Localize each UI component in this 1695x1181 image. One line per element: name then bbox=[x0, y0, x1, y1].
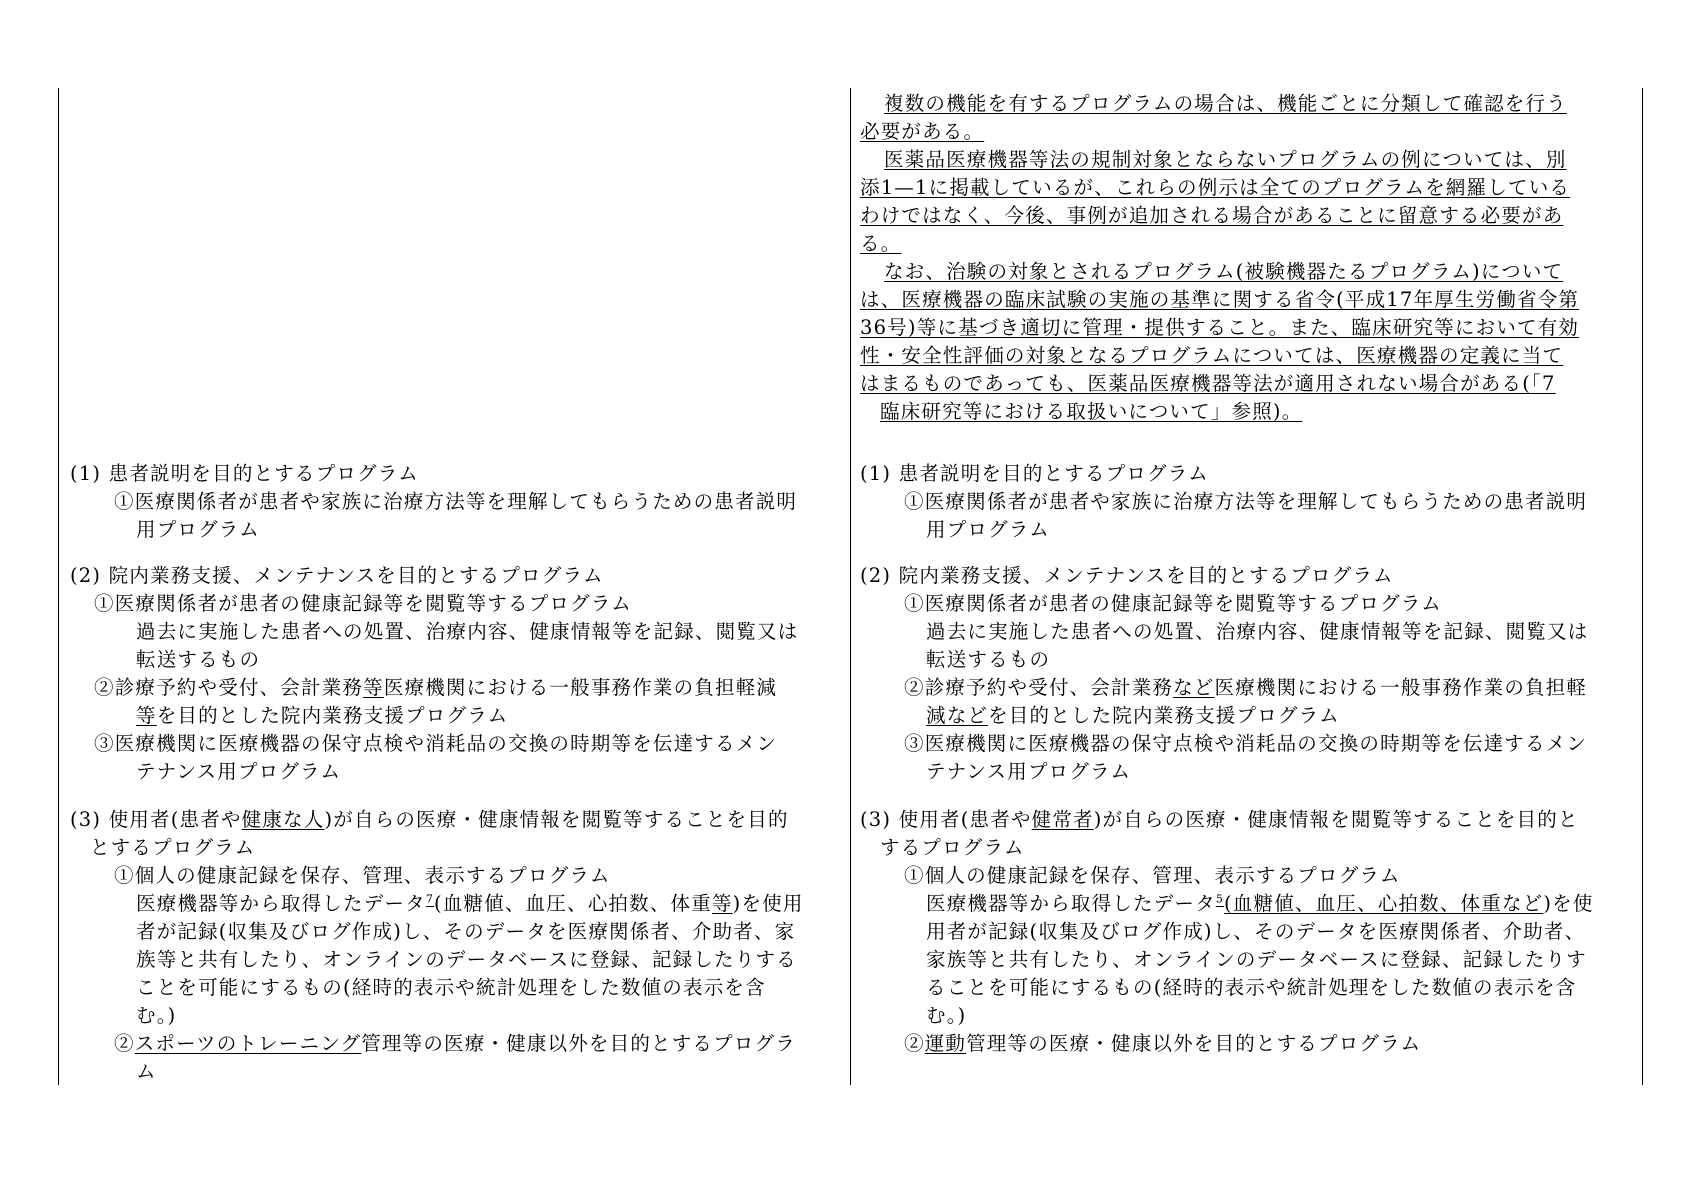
right-section1-item1-line1: ①医療関係者が患者や家族に治療方法等を理解してもらうための患者説明 bbox=[904, 490, 1588, 513]
text-run: (血糖値、血圧、心拍数、体重 bbox=[434, 892, 712, 915]
left-section2-item1-desc1: 過去に実施した患者への処置、治療内容、健康情報等を記録、閲覧又は bbox=[136, 620, 799, 643]
left-section2-item1: ①医療関係者が患者の健康記録等を閲覧等するプログラム bbox=[94, 592, 633, 615]
left-section3-item1-desc5: む。) bbox=[136, 1004, 177, 1027]
right-intro-block bbox=[860, 90, 1630, 426]
left-border-line bbox=[58, 88, 59, 1085]
changed-text: 運動 bbox=[924, 1032, 967, 1055]
text-run: を目的とした院内業務支援プログラム bbox=[988, 704, 1340, 727]
left-section3-heading-line1 bbox=[70, 806, 840, 834]
intro-p3-line6: 臨床研究等における取扱いについて」参照)。 bbox=[880, 400, 1303, 423]
text-run: 管理等の医療・健康以外を目的とするプログラム bbox=[966, 1032, 1422, 1055]
right-section2-item1-desc1: 過去に実施した患者への処置、治療内容、健康情報等を記録、閲覧又は bbox=[926, 620, 1589, 643]
text-run: )を使用 bbox=[732, 892, 804, 915]
text-run: (3) 使用者(患者や bbox=[70, 808, 242, 831]
changed-text: 等 bbox=[711, 892, 733, 915]
left-section3 bbox=[70, 806, 840, 1086]
left-section3-item1-desc4: ことを可能にするもの(経時的表示や統計処理をした数値の表示を含 bbox=[136, 976, 766, 999]
text-run: ② bbox=[904, 1032, 925, 1055]
intro-p2-line4: る。 bbox=[860, 232, 902, 255]
right-section3-item1-desc5: む。) bbox=[926, 1004, 967, 1027]
left-section2-item2-line1 bbox=[70, 674, 840, 702]
text-run: 医療機関における一般事務作業の負担軽 bbox=[1214, 676, 1588, 699]
right-section2-item3-line2: テナンス用プログラム bbox=[926, 760, 1132, 783]
right-section3-item2-line1 bbox=[860, 1030, 1630, 1058]
footnote-ref: 7 bbox=[425, 892, 435, 906]
text-run: ②診療予約や受付、会計業務 bbox=[94, 676, 364, 699]
left-section3-item1-desc1 bbox=[70, 890, 840, 918]
changed-text: 等 bbox=[363, 676, 384, 699]
changed-text: 健常者 bbox=[1031, 808, 1094, 831]
right-section2-item3-line1: ③医療機関に医療機器の保守点検や消耗品の交換の時期等を伝達するメン bbox=[904, 732, 1588, 755]
text-run: (3) 使用者(患者や bbox=[860, 808, 1032, 831]
intro-p1-line2: 必要がある。 bbox=[860, 120, 985, 143]
left-section2-heading: (2) 院内業務支援、メンテナンスを目的とするプログラム bbox=[70, 564, 604, 587]
changed-text: (血糖値、血圧、心拍数、体重 bbox=[1224, 892, 1502, 915]
right-section3 bbox=[860, 806, 1630, 1058]
left-section1-item1-line2: 用プログラム bbox=[136, 518, 261, 541]
intro-p2-line1: 医薬品医療機器等法の規制対象とならないプログラムの例については、別 bbox=[884, 148, 1567, 171]
right-border-line bbox=[1642, 88, 1643, 1085]
right-section2-item2-line1 bbox=[860, 674, 1630, 702]
left-section1-heading: (1) 患者説明を目的とするプログラム bbox=[70, 462, 419, 485]
right-section2-heading: (2) 院内業務支援、メンテナンスを目的とするプログラム bbox=[860, 564, 1394, 587]
intro-p3-line2: は、医療機器の臨床試験の実施の基準に関する省令(平成17年厚生労働省令第 bbox=[860, 288, 1580, 311]
right-section3-item1-desc1 bbox=[860, 890, 1630, 918]
left-section3-item1: ①個人の健康記録を保存、管理、表示するプログラム bbox=[114, 864, 611, 887]
text-run: )を使 bbox=[1543, 892, 1594, 915]
left-section3-item2-line2: ム bbox=[136, 1060, 157, 1083]
right-section1 bbox=[860, 460, 1630, 544]
text-run: 医療機器等から取得したデータ bbox=[136, 892, 426, 915]
changed-text: 健康な人 bbox=[241, 808, 325, 831]
left-section2-item2-line2 bbox=[70, 702, 840, 730]
right-section2 bbox=[860, 562, 1630, 786]
right-section3-item1: ①個人の健康記録を保存、管理、表示するプログラム bbox=[904, 864, 1401, 887]
text-run: 管理等の医療・健康以外を目的とするプログラ bbox=[361, 1032, 796, 1055]
intro-p2-line2: 添1—1に掲載しているが、これらの例示は全てのプログラムを網羅している bbox=[860, 176, 1571, 199]
right-section3-item1-desc4: ることを可能にするもの(経時的表示や統計処理をした数値の表示を含 bbox=[926, 976, 1577, 999]
changed-text: など bbox=[1173, 676, 1215, 699]
text-run: )が自らの医療・健康情報を閲覧等することを目的 bbox=[324, 808, 789, 831]
left-section3-item1-desc2: 者が記録(収集及びログ作成)し、そのデータを医療関係者、介助者、家 bbox=[136, 920, 796, 943]
right-section2-item2-line2 bbox=[860, 702, 1630, 730]
left-section3-heading-line2: とするプログラム bbox=[90, 836, 256, 859]
right-section2-item1-desc2: 転送するもの bbox=[926, 648, 1051, 671]
intro-p1-line1: 複数の機能を有するプログラムの場合は、機能ごとに分類して確認を行う bbox=[884, 92, 1567, 115]
left-section2 bbox=[70, 562, 840, 786]
text-run: ②診療予約や受付、会計業務 bbox=[904, 676, 1174, 699]
changed-text: スポーツのトレーニング bbox=[134, 1032, 362, 1055]
left-section2-item3-line2: テナンス用プログラム bbox=[136, 760, 342, 783]
text-run: 医療機関における一般事務作業の負担軽減 bbox=[383, 676, 778, 699]
left-section2-item3-line1: ③医療機関に医療機器の保守点検や消耗品の交換の時期等を伝達するメン bbox=[94, 732, 778, 755]
right-section3-item1-desc3: 家族等と共有したり、オンラインのデータベースに登録、記録したりす bbox=[926, 948, 1587, 971]
left-section2-item1-desc2: 転送するもの bbox=[136, 648, 261, 671]
right-section1-item1-line2: 用プログラム bbox=[926, 518, 1051, 541]
intro-p3-line3: 36号)等に基づき適切に管理・提供すること。また、臨床研究等において有効 bbox=[860, 316, 1580, 339]
text-run: )が自らの医療・健康情報を閲覧等することを目的と bbox=[1093, 808, 1579, 831]
left-section3-item2-line1 bbox=[70, 1030, 840, 1058]
right-section2-item1: ①医療関係者が患者の健康記録等を閲覧等するプログラム bbox=[904, 592, 1443, 615]
intro-p2-line3: わけではなく、今後、事例が追加される場合があることに留意する必要があ bbox=[860, 204, 1564, 227]
intro-p3-line5: はまるものであっても、医薬品医療機器等法が適用されない場合がある(「7 bbox=[860, 372, 1556, 395]
left-section3-item1-desc3: 族等と共有したり、オンラインのデータベースに登録、記録したりする bbox=[136, 948, 797, 971]
center-divider-line bbox=[850, 88, 851, 1085]
changed-text: 等 bbox=[136, 704, 157, 727]
text-run: ② bbox=[114, 1032, 135, 1055]
right-section1-heading: (1) 患者説明を目的とするプログラム bbox=[860, 462, 1209, 485]
right-section3-heading-line1 bbox=[860, 806, 1630, 834]
footnote-ref: 5 bbox=[1215, 892, 1225, 906]
right-section3-item1-desc2: 用者が記録(収集及びログ作成)し、そのデータを医療関係者、介助者、 bbox=[926, 920, 1586, 943]
intro-p3-line4: 性・安全性評価の対象となるプログラムについては、医療機器の定義に当て bbox=[860, 344, 1564, 367]
changed-text: 減など bbox=[926, 704, 989, 727]
text-run: を目的とした院内業務支援プログラム bbox=[156, 704, 509, 727]
changed-text: など bbox=[1501, 892, 1544, 915]
intro-p3-line1: なお、治験の対象とされるプログラム(被験機器たるプログラム)について bbox=[884, 260, 1564, 283]
right-section3-heading-line2: するプログラム bbox=[880, 836, 1025, 859]
left-section1-item1-line1: ①医療関係者が患者や家族に治療方法等を理解してもらうための患者説明 bbox=[114, 490, 798, 513]
left-column bbox=[70, 460, 840, 544]
text-run: 医療機器等から取得したデータ bbox=[926, 892, 1216, 915]
